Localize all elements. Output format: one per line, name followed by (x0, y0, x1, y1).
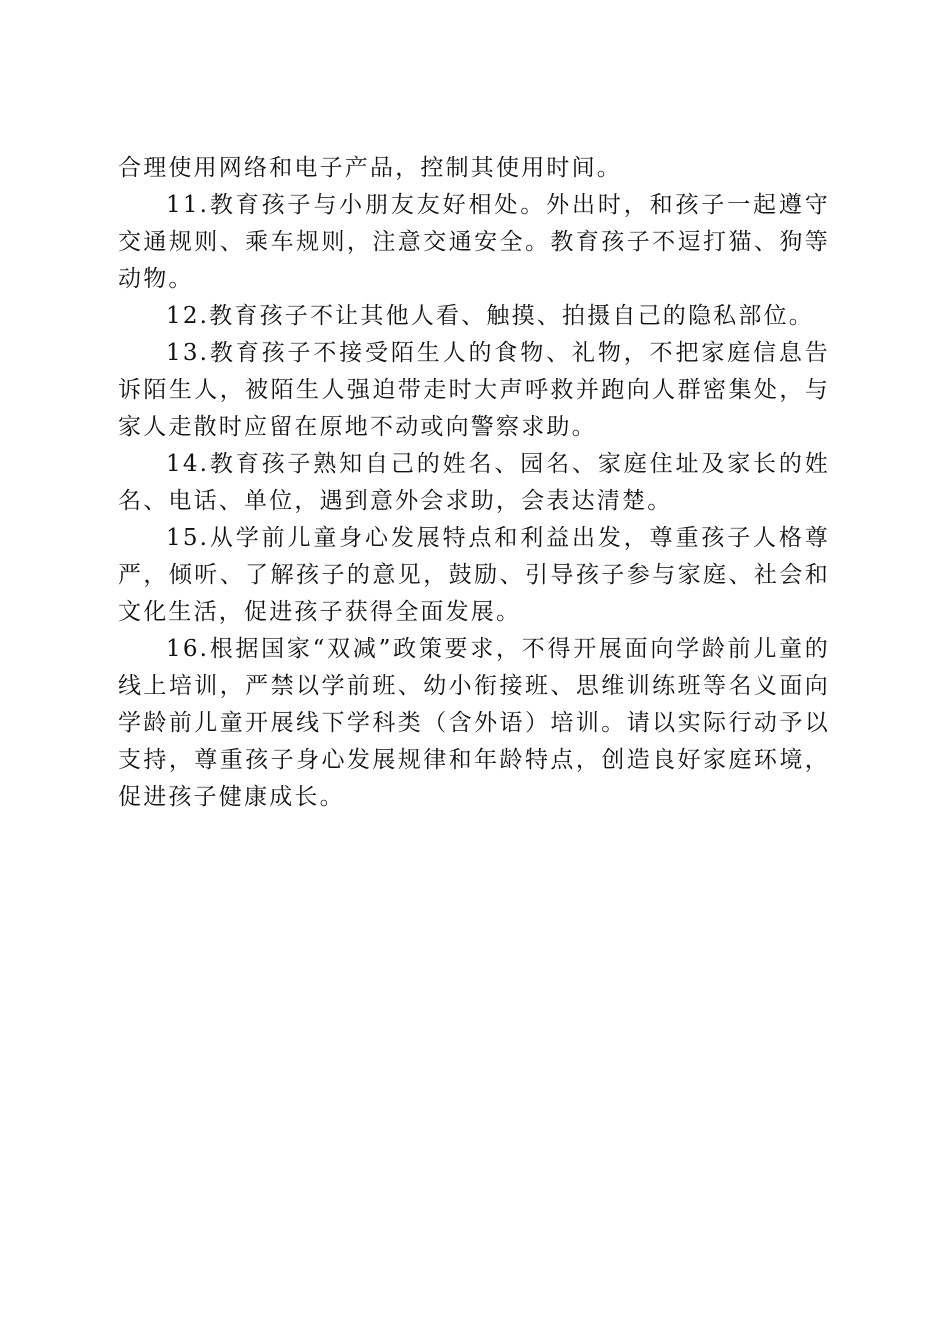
paragraph-item-14: 14.教育孩子熟知自己的姓名、园名、家庭住址及家长的姓名、电话、单位，遇到意外会求助，会表达清楚。 (118, 451, 830, 514)
paragraph-item-16: 16.根据国家“双减”政策要求，不得开展面向学龄前儿童的线上培训，严禁以学前班、幼小衔接班、思维训练班等名义面向学龄前儿童开展线下学科类（含外语）培训。请以实际行动予以支持，尊重孩子身心发展规律和年龄特点，创造良好家庭环境，促进孩子健康成长。 (118, 636, 830, 810)
paragraph-continuation: 合理使用网络和电子产品，控制其使用时间。 (118, 155, 622, 181)
paragraph-item-12: 12.教育孩子不让其他人看、触摸、拍摄自己的隐私部位。 (166, 303, 814, 329)
paragraph-item-15: 15.从学前儿童身心发展特点和利益出发，尊重孩子人格尊严，倾听、了解孩子的意见，鼓励、引导孩子参与家庭、社会和文化生活，促进孩子获得全面发展。 (118, 525, 830, 625)
paragraph-item-11: 11.教育孩子与小朋友友好相处。外出时，和孩子一起遵守交通规则、乘车规则，注意交通安全。教育孩子不逗打猫、狗等动物。 (118, 192, 830, 292)
paragraph-item-13: 13.教育孩子不接受陌生人的食物、礼物，不把家庭信息告诉陌生人，被陌生人强迫带走时大声呼救并跑向人群密集处，与家人走散时应留在原地不动或向警察求助。 (118, 340, 830, 440)
document-body (118, 150, 830, 816)
